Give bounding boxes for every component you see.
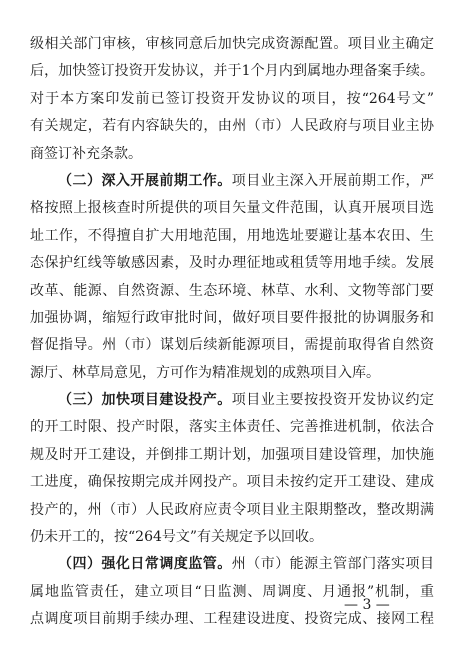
paragraph-line: 源厅、林草局意见，方可作为精准规划的成熟项目入库。 <box>30 364 380 381</box>
paragraph-line: 加强协调，缩短行政审批时间，做好项目要件报批的协调服务和 <box>30 309 434 326</box>
paragraph-line: 态保护红线等敏感因素，及时办理征地或租赁等用地手续。发展 <box>30 255 434 272</box>
paragraph-line: 级相关部门审核，审核同意后加快完成资源配置。项目业主确定 <box>30 36 434 52</box>
paragraph-line: 点调度项目前期手续办理、工程建设进度、投资完成、接网工程 <box>30 611 434 628</box>
section-heading: （四）强化日常调度监管。 <box>58 556 232 573</box>
paragraph-line: 仍未开工的，按“264号文”有关规定予以回收。 <box>30 529 324 546</box>
paragraph-line: 规及时开工建设，并倒排工期计划，加强项目建设管理，加快施 <box>30 446 434 463</box>
section-heading: （二）深入开展前期工作。 <box>58 172 232 189</box>
paragraph-line: 后，加快签订投资开发协议，并于1个月内到属地办理备案手续。 <box>30 63 434 80</box>
section-3-first-line <box>30 387 434 414</box>
section-2-first-line <box>30 168 434 195</box>
paragraph-line: 改革、能源、自然资源、生态环境、林草、水利、文物等部门要 <box>30 282 434 299</box>
paragraph-text: 项目业主要按投资开发协议约定 <box>231 392 434 409</box>
paragraph-text: 项目业主深入开展前期工作，严 <box>231 172 434 189</box>
paragraph-line: 址工作，不得擅自扩大用地范围，用地选址要避让基本农田、生 <box>30 227 434 244</box>
paragraph-text: 州（市）能源主管部门落实项目 <box>231 556 434 573</box>
body-text <box>30 31 434 634</box>
paragraph-line: 投产的，州（市）人民政府应责令项目业主限期整改，整改期满 <box>30 501 434 518</box>
paragraph-line: 的开工时限、投产时限，落实主体责任、完善推进机制，依法合 <box>30 419 434 436</box>
paragraph-line: 有关规定，若有内容缺失的，由州（市）人民政府与项目业主协 <box>30 118 434 135</box>
paragraph-line: 商签订补充条款。 <box>30 145 142 162</box>
paragraph-line: 督促指导。州（市）谋划后续新能源项目，需提前取得省自然资 <box>30 337 434 354</box>
section-4-first-line <box>30 551 434 578</box>
paragraph-line: 格按照上报核查时所提供的项目矢量文件范围，认真开展项目选 <box>30 200 434 217</box>
paragraph-line: 属地监管责任，建立项目“日监测、周调度、月通报”机制，重 <box>30 583 434 600</box>
section-heading: （三）加快项目建设投产。 <box>58 392 232 409</box>
paragraph-line: 工进度，确保按期完成并网投产。项目未按约定开工建设、建成 <box>30 474 434 491</box>
paragraph-line: 对于本方案印发前已签订投资开发协议的项目，按“264号文” <box>30 90 434 107</box>
page-number: — 3 — <box>344 597 390 613</box>
